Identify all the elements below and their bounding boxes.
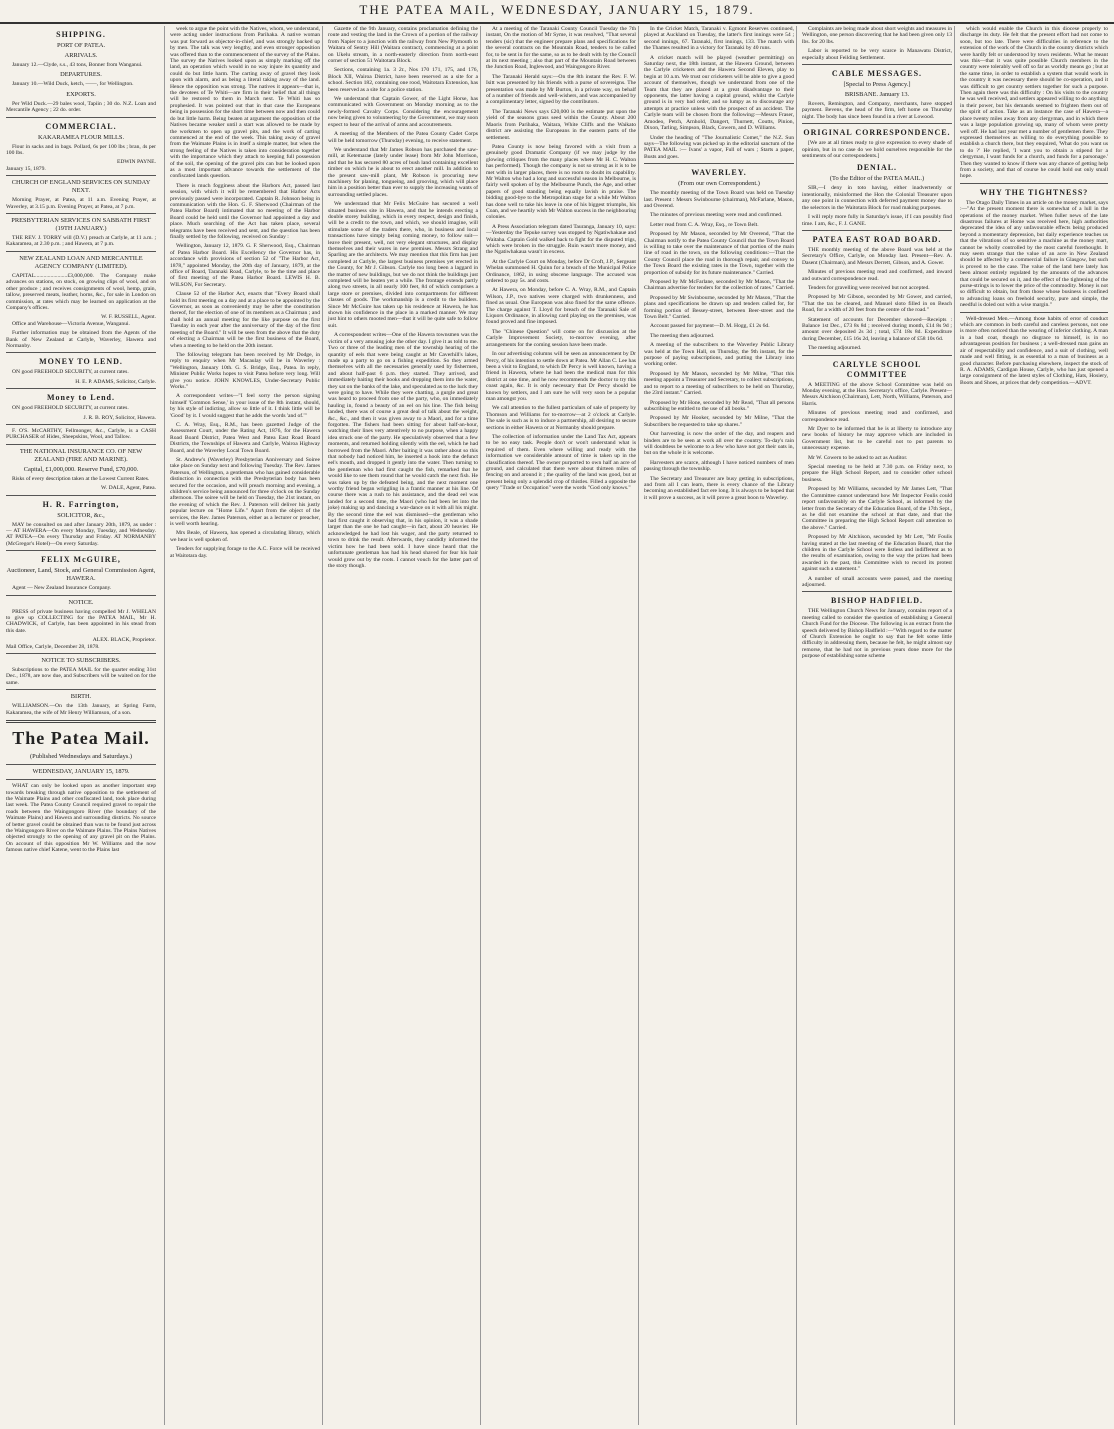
paper-subtitle: (Published Wednesdays and Saturdays.) bbox=[30, 753, 132, 761]
divider bbox=[6, 495, 156, 496]
divider bbox=[802, 355, 952, 356]
birth-text: WILLIAMSON.—On the 13th January, at Spring Farm, Kakaramea, the wife of Mr Henry Williamson, of a son. bbox=[6, 703, 156, 716]
article-paragraph: We understand that Mr Felix McGuire has secured a well situated business site in Hawera, and that he intends erecting a double storey building, which in every respect, design and finish, will be a credit to the town, and which, we should imagine, will stimulate some of the traders there, who, in business and local transactions have simply being coming money, to follow suit—leave their present, well, not very elegant structures, and display themselves and their wares in new premises. Messrs Strang and Sparling are the architects. We may mention that this firm has just completed at Carlyle, the largest business premises yet erected in the County, for Mr J. Gibson. Carlyle too long been a laggard in the matter of new buildings, but we do not think the buildings just completed will be beaten yet a while. The frontage extends partly along two streets, in all nearly 100 feet, 84 of which comprises a large store or premises, divided into compartments for different classes of goods. The workmanship is a credit to the builders. Since Mr McGuire has taken up his residence at Hawera, he has shown his confidence in the place in a marked manner. We may just hint to others mooted men—that it will be quite safe to follow suit. bbox=[328, 201, 478, 329]
article-paragraph: We call attention to the fullest particulars of sale of property by Thomson and Williams for to-morrow—at 2 o'clock at Carlyle. The sale is such as is to induce a partnership, all desiring to secure sections in either Hawera or at Normanby should prepare. bbox=[486, 405, 636, 431]
school-committee-heading: CARLYLE SCHOOL COMMITTEE bbox=[832, 359, 922, 379]
cable-dateline: BRISBANE. January 13. bbox=[844, 91, 910, 99]
tightness-heading: WHY THE TIGHTNESS? bbox=[979, 187, 1089, 197]
commercial-heading: COMMERCIAL. bbox=[45, 121, 117, 131]
article-paragraph: The meeting adjourned. bbox=[808, 345, 862, 352]
article-paragraph: THE Wellington Church News for January, contains report of a meeting called to consider the question of establishing a General Church Fund for the Diocese. The following is an extract from the speech delivered by Bishop Hadfield :—"With regard to the matter of Church Extension he ought to say that he felt some little difficulty in addressing them, because he felt, he might almost say remorse, that he had not in previous years done more for the purpose of establishing some scheme bbox=[802, 608, 952, 660]
column-5 bbox=[638, 26, 794, 1425]
article-paragraph: Account passed for payment—D. M. Hogg, £1 2s 6d. bbox=[650, 323, 770, 330]
column-2 bbox=[164, 26, 320, 1425]
divider bbox=[6, 175, 156, 176]
article-paragraph: At a meeting of the Taranaki County Council Tuesday the 7th instant, On the motion of Mr Syme, it was resolved, "That several tenders (sic) that the engineer prepare plans and specifications for the several contracts on the Mountain Road, tenders to be called for, to be sent in for the same, so as to be dealt with by the Council at its next meeting ; also that part of the Mountain Road between the Junction Road, Inglewood, and Waingongoro River. bbox=[486, 26, 636, 71]
article-paragraph: Proposed by Mr Hone, seconded by Mr Read, "That all persons subscribing be entitled to the use of all books." bbox=[644, 399, 794, 412]
article-paragraph: Tenders for supplying forage to the A.C. Force will be received at Waitotara day. bbox=[170, 546, 320, 559]
article-paragraph: I will reply more fully in Saturday's issue, if I can possibly find time. I am, &c., F. J. GANE. bbox=[802, 214, 952, 227]
cable-source: [Special to Press Agency.] bbox=[843, 81, 911, 89]
article-paragraph: The Taranaki News says £20,000 is the estimate put upon the yield of the seasons grass seed within the County. About 200 Maoris from Parihaka, Waitara, White Cliffs and the Waikato district are assisting the Europeans in the eastern parts of the settlement. bbox=[486, 108, 636, 141]
article-paragraph: Statement of accounts for December showed—Receipts : Balance 1st Dec., £73 8s 8d ; received during month, £14 8s 9d ; amount over deposited 2s 3d ; total, £74 18s 8d. Expenditure during December, £15 16s 2d, leaving a balance of £58 10s 6d. bbox=[802, 316, 952, 342]
divider bbox=[6, 764, 156, 765]
column-6 bbox=[796, 26, 952, 1425]
farrington-subtitle: SOLICITOR, &c., bbox=[57, 511, 105, 519]
article-paragraph: Tenders for gravelling were received but not accepted. bbox=[808, 284, 930, 291]
article-paragraph: Proposed by Mr Mason, seconded by Mr Overend, "That the Chairman notify to the Patea County Council that the Town Board is willing to take over the maintenance of that portion of the main line of road in the town, on the following conditions:—That the County Council place the road in thorough repair, and convey to the Town Board the existing rates in the Town, together with the proportion of subsidy for its future maintenance." Carried. bbox=[644, 231, 794, 276]
divider bbox=[960, 312, 1108, 313]
article-paragraph: At Hawera, on Monday, before C. A. Wray, R.M., and Captain Wilson, J.P., two natives were charged with drunkenness, and fined as usual. One European was also fined for the same offence. The charge against T. Lloyd for breach of the Taranaki Sale of Liquors Ordinance, in allowing card playing on the premises, was found proved and fine imposed. bbox=[486, 287, 636, 326]
article-paragraph: Proposed by Mr Mason, seconded by Mr Milne, "That this meeting appoint a Treasurer and Secretary, to collect subscriptions, and to report to a meeting of subscribers to be held on Thursday, the 23rd instant." Carried. bbox=[644, 370, 794, 397]
article-paragraph: Rovers, Remington, and Company, merchants, have stopped payment. Bevens, the head of the firm, left home on Thursday night. The body has since been found in a river at Lowood. bbox=[802, 101, 952, 120]
nz-loan-heading: NEW ZEALAND LOAN AND MERCANTILE AGENCY COMPANY (LIMITED). bbox=[19, 254, 143, 270]
mills-date: January 15, 1879. bbox=[6, 165, 46, 172]
insurance-signature: W. DALE, Agent, Patea. bbox=[101, 485, 156, 492]
article-paragraph: Proposed by Mr Aitchison, seconded by Mr Lett, "Mr Foulis having stated at the last meeting of the Education Board, that the children in the Carlyle School were listless and indifferent as to the results of examination, owing to the way the prizes had been awarded in the past, this Committee wish to record its protest against such a statement." bbox=[802, 534, 952, 573]
presbyterian-text: THE REV. J. TORRY will (D.V.) preach at Carlyle, at 11 a.m. ; Kakaramea, at 2.30 p.m. ; and Hawera, at 7 p.m. bbox=[6, 235, 156, 248]
divider bbox=[6, 779, 156, 780]
bishop-heading: BISHOP HADFIELD. bbox=[830, 596, 923, 606]
divider bbox=[6, 213, 156, 214]
article-paragraph: Our harvesting is now the order of the day, and reapers and binders are to be seen at work all over the country. To-day's rain will doubtless be welcome to a few who have not got their oats in, but on the whole it is welcome. bbox=[644, 431, 794, 457]
clothing-advert: Well-dressed Men.—Among those habits of error of conduct which are common in both careful and careless persons, not one is more often noticed than the wearing of inferior clothing. A man in a bad coat, though no disgrace to himself, is in no advantageous position for business ; a well-dressed man gains an air of respectability and confidence, and a suit of clothing, well made and well fitting, is as essential to a man of business as a good character. Before purchasing elsewhere, inspect the stock of R. A. ADAMS, Cardigan House, Carlyle, who has just opened a large consignment of the latest styles of Clothing, Hats, Hosiery, Boots and Shoes, at prices that defy competition.—ADVT. bbox=[960, 315, 1108, 386]
article-paragraph: Letter read from C. A. Wray, Esq., re Town Belt. bbox=[650, 221, 759, 228]
article-paragraph: Patea County is now being favored with a visit from a genuinely good Dramatic Company (if we may judge by the glowing critiques from the many places where Mr H. C. Walton has performed). Though the company is not so strong as it is to be met with in larger places, there is no room to doubt its capability. Mr Walton who had a long and successful season in Melbourne, is fairly well spoken of by the Melbourne Punch, the Age, and other papers of good standing being equally lavish in praise. The bidding good-bye to the Metropolitan stage for a while Mr Walton has done well to take his leave in one of his biggest triumphs, his Coan, and we heartily wish Mr Walton success in the neighbouring colonies. bbox=[486, 143, 636, 221]
article-paragraph: St. Andrew's (Waverley) Presbyterian Anniversary and Soiree take place on Sunday next and following Tuesday. The Rev. James Paterson, of Wellington, a gentleman who has gained considerable distinction in connection with the Presbyterian body has been secured for the occasion, and will preach morning and evening, a children's service being announced for three o'clock on the Sunday afternoon. The soiree will be held on Tuesday, the 21st instant, on the evening of which the Rev. J. Paterson will deliver his justly popular lecture on "Home Life." Apart from the object of the services, the Rev. James Paterson, either as a lecturer or preacher, is well worth hearing. bbox=[170, 457, 320, 528]
divider bbox=[6, 117, 156, 118]
departures-heading: DEPARTURES. bbox=[60, 71, 102, 79]
article-paragraph: A meeting of the Members of the Patea County Cadet Corps will be held tomorrow (Thursday) evening, to receive statement. bbox=[328, 131, 478, 144]
masthead: THE PATEA MAIL, WEDNESDAY, JANUARY 15, 1879. bbox=[0, 0, 1114, 24]
article-paragraph: The following telegram has been received by Mr Dodge, in reply to enquiry when Mr Macaulay will be in Waverley : "Wellington, January 10th. G. S. Bridge, Esq., Patea. In reply, Minister Public Works hopes to visit Patea before very long. Will give you notice. JOHN KNOWLES, Under-Secretary Public Works." bbox=[170, 351, 320, 390]
article-paragraph: The collection of information under the Land Tax Act, appears to be no easy task. People don't or won't understand what is required of them. Even where willing and ready with the information we considerable amount of time is taken up in the classification thereof. The owner purported to own half an acre of ground, and calculated that there were about thirteen miles of fencing on and around it ; the quality of the land was good, but at present being only a splendid crop of thistles. Filled a opposite the query "Trade or Occupation" were the words "God only knows." bbox=[486, 433, 636, 492]
mills-heading: KAKARAMEA FLOUR MILLS. bbox=[37, 133, 125, 141]
mills-text: Flour in sacks and in bags. Pollard, 6s per 100 lbs ; bran, 4s per 100 lbs. bbox=[6, 143, 156, 157]
cable-heading: CABLE MESSAGES. bbox=[831, 69, 923, 79]
denial-subheading: (To the Editor of the PATEA MAIL.) bbox=[829, 175, 925, 183]
article-paragraph: Sections, containing 1a. 3 2r., Nos 170 171, 175, and 176, Block XII, Wairoa District, have been reserved as a site for a school. Section 182, containing one rood, Waitotara Extension, has been reserved as a site for a police station. bbox=[328, 67, 478, 93]
port-heading: PORT OF PATEA. bbox=[56, 42, 106, 49]
lead-article: WHAT can only be looked upon as another important step towards breaking through native opposition to the settlement of the Waimate Plains and other confiscated land, took place during last week. The Patea County Council required gravel to repair the roads between the Waingongoro River (the boundary of the Waimate Plains) and Hawera and surrounding districts. No source of better gravel could be obtained than was to be found just across the Waingongoro River on the Waimate Plains. The Plains Natives objected strongly to the opening of any gravel pit on the Plains. On account of this opposition Mr W. Williams and the now famous native chief Katene, went to the Plains last bbox=[6, 783, 156, 854]
article-paragraph: Minutes of previous meeting read and confirmed, and correspondence read. bbox=[802, 410, 952, 423]
article-paragraph: SIR,—I deny in toto having, either inadvertently or intentionally, misinformed the Hon the Colonial Treasurer upon any one point in connection with deferred payment money due to the selectors in the Waitotara Block for road making purposes. bbox=[802, 185, 952, 211]
money-text: ON good FREEHOLD SECURITY, at current rates. bbox=[12, 369, 129, 376]
article-paragraph: Wellington, January 12, 1879. G. F. Sherwood, Esq., Chairman of Patea Harbor Board. His Excellency the Governor has, in accordance with provisions of section 52 of "The Harbor Act, 1878," appointed Monday, the 20th day of January, 1879, at the office of Board, Taranaki Road, Carlyle, to be the time and place of first meeting of the Patea Harbor Board. LEWIS H. B. WILSON, For Secretary. bbox=[170, 243, 320, 288]
paper-date: WEDNESDAY, JANUARY 15, 1879. bbox=[32, 768, 130, 776]
article-paragraph: The Secretary and Treasurer are busy getting in subscriptions, and from all I can learn, there is every chance of the Library becoming an established fact ere long. It is always to be hoped that it will prove a success, as it will prove a great boon to Waverley. bbox=[644, 475, 794, 501]
divider bbox=[6, 689, 156, 690]
article-paragraph: A Press Association telegram dated Tauranga, January 10, says:—Yesterday the Tepuke survey was stopped by Ngatiwhakaue and Waitaha. Captain Gold walked back to fight for the disputed trigs, which were broken in the struggle. Ruin wasn't more money, and the Ngatiwhakaua wasn't in excess. bbox=[486, 223, 636, 256]
mccarthy-ad: F. O'S. McCARTHY, Fellmonger, &c., Carlyle, is a CASH PURCHASER of Hides, Sheepskins, Wool, and Tallow. bbox=[6, 427, 156, 441]
article-paragraph: A cricket match will be played (weather permitting) on Saturday next, the 18th instant, at the Hawera Ground, between the Carlyle cricketers and the Hawera Second Eleven, play to begin at 10 a.m. We trust our cricketers will be able to give a good account of themselves, though we understand from one of the Team that they are placed at a great disadvantage to their opponents, the latter having a capital ground, whilst the Carlyle ground is in very bad order, and so lumpy as to discourage any attempts at practice unless with the prospect of an accident. The Carlyle team will be chosen from the following:—Messrs Fraser, Amodeo, Petch, Arnhold, Dangert, Thurnett, Coutts, Pinion, Dixon, Tarling, Simpson, Black, Cowern, and D. Williams. bbox=[644, 54, 794, 132]
divider bbox=[6, 424, 156, 425]
felix-heading: FELIX McGUIRE, bbox=[41, 555, 121, 565]
shipping-heading: SHIPPING. bbox=[56, 30, 106, 39]
church-text: Morning Prayer, at Patea, at 11 a.m. Evening Prayer, at Waverley, at 3.15 p.m. Evening Prayer, at Patea, at 7 p.m. bbox=[6, 197, 156, 210]
article-paragraph: Proposed by Mr McFarlane, seconded by Mr Mason, "That the Chairman advertise for tenders for the collection of rates." Carried. bbox=[644, 279, 794, 292]
article-paragraph: C. A. Wray, Esq., R.M., has been gazetted Judge of the Assessment Court, under the Rating Act, 1876, for the Hawera Road Board District, Patea West and Patea East Road Board Districts, the Townships of Hawera and Carlyle, Wairoa Highway Board, and the Waverley Local Town Board. bbox=[170, 421, 320, 454]
divider bbox=[802, 123, 952, 124]
insurance-text: Risks of every description taken at the Lowest Current Rates. bbox=[12, 475, 150, 482]
article-paragraph: We understand that Captain Gower, of the Light Horse, has communicated with Government on Monday morning as to the newly-formed Cavalry Corps. Considering the encouragement now being given to volunteering by the Government, we may soon expect to hear of the arrival of arms and accoutrements. bbox=[328, 96, 478, 128]
article-paragraph: A MEETING of the above School Committee was held on Monday evening, at the Hon. Secretary's office, Carlyle. Present—Messrs Aitchison (Chairman), Lett, North, Williams, Paterson, and Harris. bbox=[802, 381, 952, 407]
article-paragraph: The "Chinese Question" will come on for discussion at the Carlyle Improvement Society, to-morrow evening, after arrangements for the coming session have been made. bbox=[486, 328, 636, 348]
arrivals-text: January 12.—Clyde, s.s., 43 tons, Bonner from Wanganui. bbox=[12, 62, 143, 68]
article-paragraph: The meeting then adjourned. bbox=[650, 332, 715, 339]
notice-date: Mail Office, Carlyle, December 28, 1878. bbox=[6, 643, 100, 650]
divider bbox=[802, 230, 952, 231]
article-paragraph: THE monthly meeting of the above Board was held at the Secretary's Office, Carlyle, on Monday last. Present—Rev. A. Dasent (Chairman), and Messrs Derrett, Gibson, and A. Gower. bbox=[802, 246, 952, 266]
article-paragraph: A correspondent writes—One of the Hawera townsmen was the victim of a very amusing joke the other day. I give it as told to me. Two or three of the leading men of the township hearing of the quantity of eels that were being caught at Mr Caverhill's lakes, made up a party to go on a fishing expedition. So they armed themselves with all the necessaries generally used by fishermen, and about half-past 6 p.m. they started. They arrived, and immediately baiting their hooks and dropping them into the water, they sat on the banks of the lake, and speculated as to the luck they were going to have. While they were chatting, a gurgle and great was heard to proceed from one of the party, who, on immediately hauling in, found a beauty of an eel on his line. The fish being landed, there was of course a great deal of talk about the weight, &c., &c., and then it was given away to a Maori, and for a time forgotten. The fishers had been sitting for about half-an-hour, watching their lines very attentively to no purpose, when a happy idea struck one of the party. He speculatively observed that a few moments, and returned holding silently with the eel, which he had borrowed from the Maori. After baiting it was rather about so this that nobody had noticed him, he inserted a hook into the defunct eel's mouth, and dropped it gently into the water. Then turning to the gentleman who had first caught the fish, remarked that he would like to see them round that he would catch the next fish. He was taken up by the defeated being, and the next moment one worthy friend began wriggling in a frantic manner at his line. Of course there was a rush to his assistance, and the dead eel was landed for a second time, the Maori (who had been let into the joke) making up and dancing a war-dance on it with all his might. By the second time the eel was dismissed—the gentleman who had first caught it observing that, in his opinion, it was a shade larger than the one he had caught—in fact, about 20 heavier. He acknowledged he had lost his wager, and the party returned to town to drink the result. Afterwards, they candidly informed the victim how he had been sold. I have since heard that the unfortunate gentleman has had his head shaved for fear his hair would grow out by the roots. I cannot vouch for the latter part of the story though. bbox=[328, 332, 478, 569]
divider bbox=[6, 352, 156, 353]
church-heading: CHURCH OF ENGLAND SERVICES ON SUNDAY NEXT. bbox=[11, 179, 151, 195]
column-1 bbox=[6, 26, 156, 1425]
article-paragraph: Proposed by Mr Hooker, seconded by Mr Milne, "That the Subscribers be requested to take up shares." bbox=[644, 415, 794, 428]
article-paragraph: Mrs Beale, of Hawera, has opened a circulating library, which we hear is well spoken of. bbox=[170, 530, 320, 543]
article-paragraph: week to argue the point with the Natives, whom, we understand, were acting under instructions from Parihaka. A native woman was put forward as objector-in-chief, and was strongly backed up by men. The talk was very lengthy, and even stronger opposition was offered than to the commencement of the survey of the Plains. The survey the Natives looked upon as simply marking off the land, an operation which would in no way injure its quantity and could do but little harm. The carting away of gravel they look upon with alarm, and as being a literal taking away of the land. Hence the opposition was strong. The natives it appears—that is, the devotees of Te Whiti—are firm in their belief that all things will be restored to them in March next. Te Whiti has so prophesied. It was pointed out that in that case the Europeans being in possession for the short time between now and then could do but little harm. Being beaten at argument the opposition of the Natives became weaker until a start was allowed to be made by the workmen to open up gravel pits, and the work of carting commenced at the end of the week. This taking away of gravel from the Waimate Plains is in itself a simple matter, but when the strong feeling of the Natives is taken into consideration together with the importance which they attach to keeping full possession of the soil, the opening of the gravel pits can but be looked upon as a most important advance towards the settlement of the confiscated lands question. bbox=[170, 26, 320, 180]
felix-agent: Agent — New Zealand Insurance Company. bbox=[12, 585, 112, 592]
article-paragraph: A number of small accounts were passed, and the meeting adjourned. bbox=[802, 575, 952, 588]
notice-signature: ALEX. BLACK, Proprietor. bbox=[92, 637, 156, 644]
notice-heading: NOTICE. bbox=[68, 598, 94, 606]
article-paragraph: A correspondent writes—"I feel sorry the person signing himself 'Common Sense,' in your issue of the 8th instant, should, by his style of indicting, allow so little of it. I think little will be 'Good' by it. I would suggest that he adds the words 'and of.'" bbox=[170, 393, 320, 419]
divider bbox=[960, 183, 1108, 184]
article-paragraph: Labor is reported to be very scarce in Manawatu District, especially about Feilding Settlement. bbox=[802, 48, 952, 61]
exports-text: Per Wild Duck.—29 bales wool, Tapiin ; 30 do. N.Z. Loan and Mercantile Agency ; 22 do. order. bbox=[6, 100, 156, 114]
article-paragraph: Special meeting to be held at 7.30 p.m. on Friday next, to prepare the High School Report, and to consider other school business. bbox=[802, 464, 952, 483]
article-paragraph: Proposed by Mr Gibson, seconded by Mr Gower, and carried, "That the tax be cleared, and Manuel sloto filled in on Beach Road, for a width of 20 feet from the centre of the road." bbox=[802, 294, 952, 314]
article-paragraph: The monthly meeting of the Town Board was held on Tuesday last. Present : Messrs Swinbourne (chairman), McFarlane, Mason, and Overend. bbox=[644, 190, 794, 209]
article-paragraph: Proposed by Mr Swinbourne, seconded by Mr Mason, "That the plans and specifications be drawn up and tenders called for, for forming portion of Bessey-street, between Beer-street and the Town Belt." Carried. bbox=[644, 294, 794, 321]
mills-signature: EDWIN PAYNE. bbox=[116, 159, 156, 166]
article-paragraph: There is much fogginess about the Harbors Act, passed last session, with which it will be remembered that Harbor Acts previously passed were incorporated. Captain R. Johnson being in communication with the Hon. G. F. Sherwood (Chairman of the Patea Harbor Board) intimated that no meeting of the Harbor Board could be held until the Governor had appointed a day and place. Much searching of the Act has taken place, several telegrams have been received and sent, and the question has been finally settled by the following, received on Sunday : bbox=[170, 182, 320, 240]
arrivals-heading: ARRIVALS. bbox=[64, 52, 98, 59]
felix-text: Auctioneer, Land, Stock, and General Commission Agent, HAWERA. bbox=[6, 567, 156, 583]
waverley-byline: (From our own Correspondent.) bbox=[678, 180, 760, 188]
exports-heading: EXPORTS. bbox=[66, 90, 96, 98]
waverley-heading: WAVERLEY. bbox=[691, 168, 747, 178]
nz-loan-signature: W. F. RUSSELL, Agent. bbox=[101, 314, 156, 321]
divider bbox=[644, 163, 794, 164]
correspondence-heading: ORIGINAL CORRESPONDENCE. bbox=[803, 128, 951, 138]
divider bbox=[6, 595, 156, 596]
article-paragraph: The Otago Daily Times in an article on the money market, says :—"At the present moment there is somewhat of a lull in the operations of the money market. When fuller news of the late disastrous failures at Home was received here, high authorities deprecated the idea of any unfavourable effects being produced beyond a momentary depression, but daily experience teaches us that the vibrations of so sensitive a machine as the money mart, cannot be wholly controlled by the most careful forethought. It may seem strange that the value of an acre in New Zealand should be affected by a commercial failure in Glasgow, but such is proved to be the case. The value of the land here lately has been almost entirely regulated by the amounts of the advances that could be secured on it, and the effect of the tightening of the purse-strings is to lower the price of the commodity. Money is not so difficult to obtain, but from those whose business is confined to advancing loans on freehold security, pure and simple, the needful is doled out with a wise margin." bbox=[960, 199, 1108, 309]
article-paragraph: In our advertising columns will be seen an announcement by Dr Percy, of his intention to settle down at Patea. Mr Allan C. Lee has been a visit to England, to which Dr Percy is well known, having a friend in Hawera, where he had been the medical man for this district at one time, and he now recommends the doctor to try this coast again, &c. It is only necessary that Dr Percy should be known by settlers, and I am sure he will very soon be a popular man amongst you. bbox=[486, 351, 636, 402]
article-paragraph: Harvesters are scarce, although I have noticed numbers of men passing through the township. bbox=[644, 459, 794, 473]
departures-text: January 10.—Wild Duck, ketch, ——, for Wellington. bbox=[12, 81, 134, 88]
road-board-heading: PATEA EAST ROAD BOARD. bbox=[812, 234, 942, 244]
article-paragraph: which would enable the Church in this diocese properly to discharge its duty. He felt that the present effort had not come to soon, but too late. There were difficulties in reference to the extension of the work of the Church in the country districts which were hardly felt or understood by town residents. What he meant was this—that it was quite possible Church members in the country were tolerably well off so far as worldly means go ; but at the same time, in order to establish a system that would work in the country it was necessary there should be co-operation, and it was difficult to get country settlers together for such a purpose. Then again there was this difficulty : On his visits to the country he was well received, and settlers appeared willing to do anything in their power, but his demands seemed to frighten them out of the spirit of action. Take as an instance the case of Hawera—a place twenty miles away from any clergyman, and in which there was a large population growing up, many of whom were pretty well off. He had last year met a number of gentlemen there. They expressed themselves as willing to do everything possible to establish a church there, but they enquired, 'What do you want us to do ?' He replied, 'I want you to obtain a stipend for a clergyman, I want funds for a church, and funds for a parsonage.' Then they wanted to know if there was any chance of getting help from a society, and that of course he could hold out only small hope. bbox=[960, 26, 1108, 180]
birth-heading: BIRTH. bbox=[70, 693, 92, 701]
column-3 bbox=[322, 26, 478, 1425]
farrington-heading: H. R. Farrington, bbox=[42, 499, 120, 509]
article-paragraph: The minutes of previous meeting were read and confirmed. bbox=[650, 212, 783, 219]
insurance-capital: Capital, £1,000,000. Reserve Fund, £70,000. bbox=[23, 465, 139, 473]
subscribers-text: Subscriptions to the PATEA MAIL for the quarter ending 31st Dec., 1878, are now due, and Subscribers will be waited on for the same. bbox=[6, 667, 156, 686]
column-7 bbox=[954, 26, 1108, 1425]
divider bbox=[802, 591, 952, 592]
divider bbox=[6, 251, 156, 252]
article-paragraph: Complaints are being made about short weights and measures in Wellington, one person discovering that he had been given only 13 lbs. for 20 lbs. bbox=[802, 26, 952, 45]
denial-heading: DENIAL. bbox=[856, 163, 898, 173]
article-paragraph: We understand that Mr James Robson has purchased the saw-mill, at Ketemarae (lately under lease) from Mr John Morrison, and that he has secured 80 acres of bush land containing excellent timber on which he is about to erect another mill. In addition to the present saw-mill plant, Mr Robson is procuring new machinery for planing, tongueing, and grooving, which will place him in a position better than ever to supply the increasing wants of surrounding settled places. bbox=[328, 146, 478, 198]
article-paragraph: Gazette of the 9th January, contains proclamation defining the route and vesting the land in the Crown of a portion of the railway from Napier to a junction with the railway from New Plymouth to Waitara of Sentry Hill (Waitara contract), commencing at a point on Ukelu stream, in a north-easterly direction from north-east corner of section 51 Waitotara Block. bbox=[328, 26, 478, 65]
article-paragraph: Proposed by Mr Williams, seconded by Mr James Lett, "That the Committee cannot understand how Mr Inspector Foulis could report unfavourably on the Carlyle School, as informed by the letter from the Secretary of the Education Board, of the 17th Sept., as he did not examine the school at that date, and that the Committee in preparing the High School Report call attention to the above." Carried. bbox=[802, 486, 952, 531]
article-paragraph: Under the heading of "The Journalistic Comet," the N.Z. Sun says—The following was picked up in the editorial sanctum of the PATEA MAIL :— Ivans' a vapor, Full of wars ; Starts a paper, Busts and goes. bbox=[644, 134, 794, 160]
article-paragraph: The Taranaki Herald says:—On the 8th instant the Rev. F. W. Isitt was presented by his friends with a purse of sovereigns. The presentation was made by Mr Burton, in a private way, on behalf of a number of friends and well-wishers, and was accompanied by a complimentary letter, signed by the contributors. bbox=[486, 73, 636, 106]
money2-heading: Money to Lend. bbox=[47, 393, 115, 403]
column-4 bbox=[480, 26, 636, 1425]
article-paragraph: In the Cricket Match, Taranaki v. Egmont Reserves continued, played at Auckland on Tuesday, the latter's first innings were 54 ; second innings, 67. Taranaki, first innings, 133. The match with the Thames resulted in a victory for Taranaki by 40 runs. bbox=[644, 26, 794, 52]
paper-title: The Patea Mail. bbox=[12, 728, 150, 749]
subscribers-heading: NOTICE TO SUBSCRIBERS. bbox=[41, 657, 121, 665]
divider bbox=[6, 653, 156, 654]
money-heading: MONEY TO LEND. bbox=[39, 357, 123, 367]
article-paragraph: At the Carlyle Court on Monday, before Dr Croft, J.P., Sergeant Whelan summoned H. Quinn for a breach of the Municipal Police Ordinance, 1862, in using obscene language. The accused was ordered to pay 5s. and costs. bbox=[486, 258, 636, 285]
money-signature: H. E. P. ADAMS, Solicitor, Carlyle. bbox=[75, 378, 156, 385]
divider bbox=[802, 64, 952, 65]
divider bbox=[6, 444, 156, 445]
money2-text: ON good FREEHOLD SECURITY, at current rates. bbox=[12, 405, 129, 412]
nz-loan-office: Office and Warehouse—Victoria Avenue, Wanganui. bbox=[12, 320, 130, 327]
divider bbox=[6, 550, 156, 551]
divider bbox=[6, 388, 156, 389]
article-paragraph: Mr Dyer to be informed that he is at liberty to introduce any new books of history he may approve which are included in Government list, but to be careful not to put parents to unnecessary expense. bbox=[802, 426, 952, 452]
nz-loan-text: CAPITAL.......................£3,000,000. The Company make advances on stations, on stock, on growing clips of wool, and on other produce ; and receives consignments of wool, hemp, grain, tallow, preserved meats, leather, horns, &c., for sale in London on commission, at rates which may be learned on application at the Company's offices. bbox=[6, 272, 156, 311]
farrington-text: MAY be consulted on and after January 20th, 1879, as under :— AT HAWERA—On every Monday, Tuesday, and Wednesday. AT PATEA—On every Thursday and Friday. AT NORMANBY (McGregor's Hotel)—On every Saturday. bbox=[6, 521, 156, 547]
divider bbox=[6, 720, 156, 723]
article-paragraph: Mr W. Cowern to be asked to act as Auditor. bbox=[808, 454, 908, 461]
nz-loan-more: Further information may be obtained from the Agents of the Bank of New Zealand at Carlyle, Waverley, Hawera and Normanby. bbox=[6, 330, 156, 349]
article-paragraph: Minutes of previous meeting read and confirmed, and inward and outward correspondence read. bbox=[802, 269, 952, 282]
money2-signature: J. R. B. ROY, Solicitor, Hawera. bbox=[83, 414, 156, 421]
notice-text: PRESS of private business having compelled Mr J. WHELAN to give up COLLECTING for the PATEA MAIL, Mr H. CHADWICK, of Carlyle, has been appointed in his stead from this date. bbox=[6, 608, 156, 634]
article-paragraph: A meeting of the subscribers to the Waverley Public Library was held at the Town Hall, on Thursday, the 9th instant, for the purpose of paying subscriptions, and putting the Library into working order. bbox=[644, 342, 794, 368]
columns bbox=[6, 26, 1108, 1425]
presbyterian-heading: PRESBYTERIAN SERVICES ON SABBATH FIRST (19TH JANUARY.) bbox=[11, 217, 151, 233]
article-paragraph: [We are at all times ready to give expression to every shade of opinion, but in no case do we hold ourselves responsible for the sentiments of our correspondents.] bbox=[802, 140, 952, 160]
article-paragraph: Clause 52 of the Harbor Act, enacts that "Every Board shall hold its first meeting on a day and at a place to be appointed by the Governor, as soon as conveniently may be after the constitution thereof, for the election of one of its members as a Chairman ; and shall hold an annual meeting for the like purpose on the first Tuesday in each year after the anniversary of the day of the first meeting of the Board." It will be seen from the above that the duty of electing a Chairman will be the first business of the Board, when a meeting to be held on the 20th instant. bbox=[170, 291, 320, 349]
insurance-heading: THE NATIONAL INSURANCE CO. OF NEW ZEALAND (FIRE AND MARINE). bbox=[19, 447, 143, 463]
